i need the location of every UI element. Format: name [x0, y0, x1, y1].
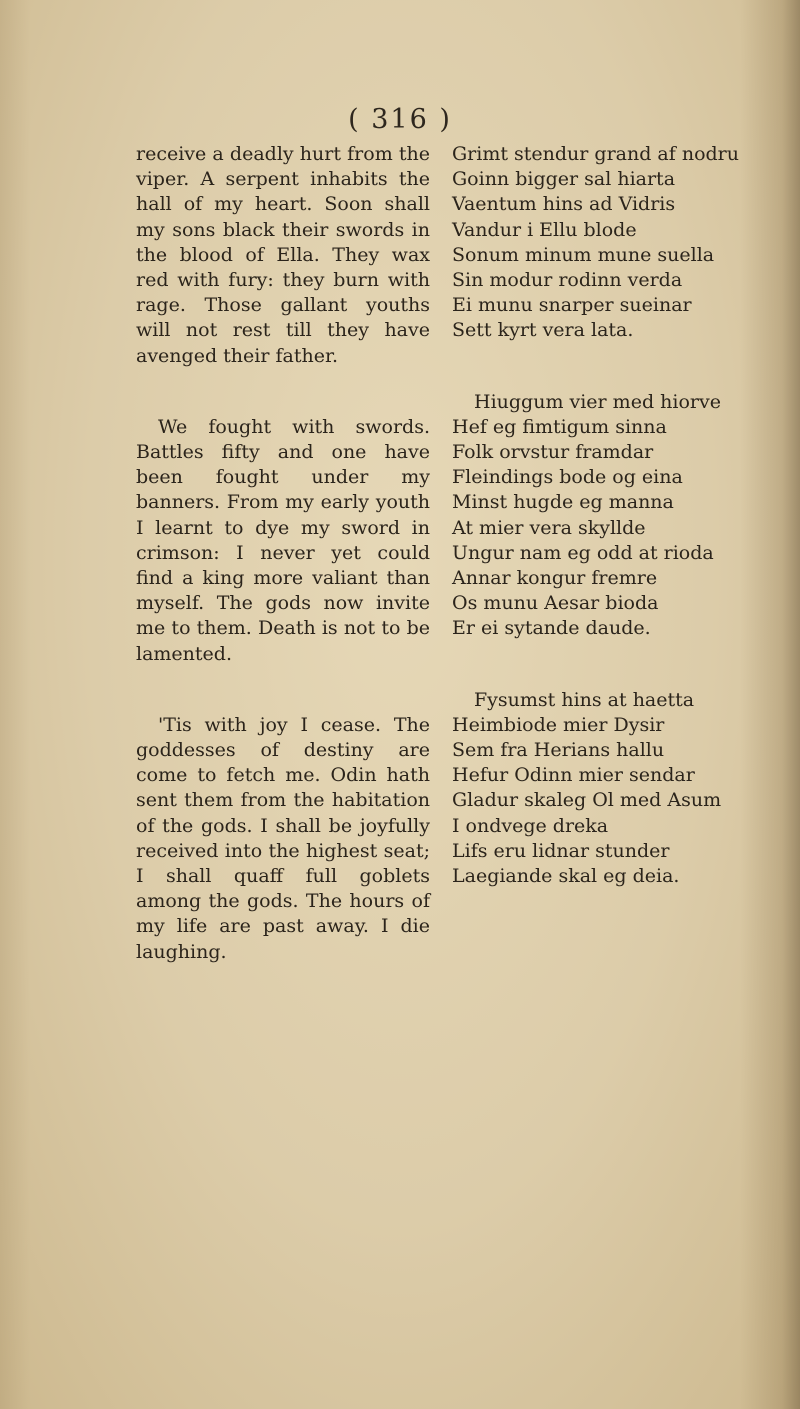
- verse-line: Sett kyrt vera lata.: [452, 319, 634, 342]
- verse-line: Sonum minum mune suella: [452, 243, 715, 266]
- english-stanza-3: 'Tis with joy I cease. The goddesses of destiny are come to fetch me. Odin hath sent them from the habitation of the gods. I shall be joyfully received into the highest seat; I shall quaff full goblets among the gods. The hours of my life are past away. I die laughing.: [136, 713, 430, 963]
- page-number: ( 316 ): [348, 104, 452, 135]
- verse-line: Hefur Odinn mier sendar: [452, 764, 695, 787]
- verse-line: Laegiande skal eg deia.: [452, 865, 680, 888]
- page-shadow-left: [0, 0, 30, 1409]
- verse-line: Vaentum hins ad Vidris: [452, 193, 676, 216]
- verse-line: Gladur skaleg Ol med Asum: [452, 789, 722, 812]
- verse-line: Annar kongur fremre: [452, 567, 658, 590]
- verse-line: Heimbiode mier Dysir: [452, 713, 665, 736]
- verse-line: Hiuggum vier med hiorve: [474, 390, 721, 413]
- english-stanza-2: We fought with swords. Battles fifty and one have been fought under my banners. From my early youth I learnt to dye my sword in crimson: I never yet could find a king more valiant than myself. The gods now invite me to them. Death is not to be lamented.: [136, 415, 430, 665]
- verse-line: Grimt stendur grand af nodru: [452, 143, 739, 165]
- verse-line: Folk orvstur framdar: [452, 441, 654, 464]
- verse-line: Os munu Aesar bioda: [452, 592, 659, 615]
- verse-line: Ungur nam eg odd at rioda: [452, 541, 714, 564]
- icelandic-stanza-3: [452, 688, 782, 890]
- verse-line: Ei munu snarper sueinar: [452, 294, 692, 317]
- verse-line: Minst hugde eg manna: [452, 491, 674, 514]
- english-stanza-1: receive a deadly hurt from the viper. A serpent inhabits the hall of my heart. Soon shall my sons black their swords in the blood of Ella. They wax red with fury: they burn with rage. Those gallant youths will not rest till they have avenged their father.: [136, 143, 430, 367]
- english-column: [136, 142, 430, 1011]
- verse-line: Goinn bigger sal hiarta: [452, 168, 676, 191]
- verse-line: Lifs eru lidnar stunder: [452, 839, 670, 862]
- icelandic-stanza-2: [452, 390, 782, 642]
- verse-line: At mier vera skyllde: [452, 516, 646, 539]
- verse-line: Vandur i Ellu blode: [452, 218, 637, 241]
- icelandic-stanza-1: [452, 142, 782, 344]
- icelandic-column: [452, 142, 782, 935]
- verse-line: Fysumst hins at haetta: [474, 688, 695, 711]
- verse-line: I ondvege dreka: [452, 814, 609, 837]
- verse-line: Fleindings bode og eina: [452, 466, 683, 489]
- verse-line: Sin modur rodinn verda: [452, 269, 683, 292]
- verse-line: Er ei sytande daude.: [452, 617, 651, 640]
- verse-line: Hef eg fimtigum sinna: [452, 415, 667, 438]
- verse-line: Sem fra Herians hallu: [452, 739, 665, 762]
